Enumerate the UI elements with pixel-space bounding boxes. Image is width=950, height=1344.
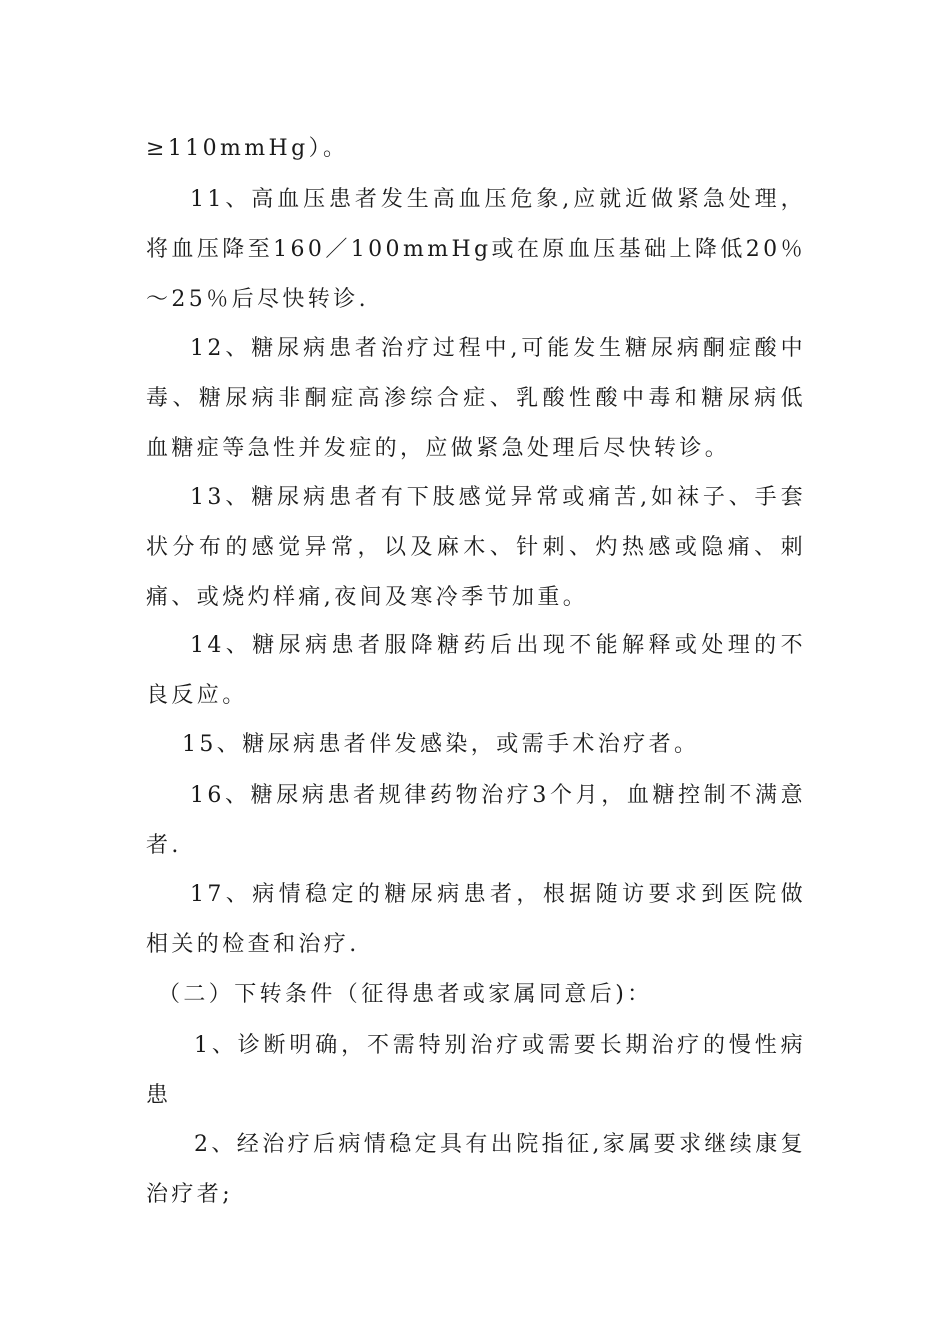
paragraph-item-16: 16、糖尿病患者规律药物治疗3个月，血糖控制不满意者. [146,783,806,858]
paragraph-item-13: 13、糖尿病患者有下肢感觉异常或痛苦,如袜子、手套状分布的感觉异常，以及麻木、针刺、灼热感或隐痛、刺痛、或烧灼样痛,夜间及寒冷季节加重。 [146,485,806,610]
paragraph-item-14: 14、糖尿病患者服降糖药后出现不能解释或处理的不良反应。 [146,633,806,708]
paragraph-continuation: ≥110mmHg）。 [146,136,349,161]
paragraph-condition-2: 2、经治疗后病情稳定具有出院指征,家属要求继续康复治疗者; [146,1132,806,1207]
paragraph-item-12: 12、糖尿病患者治疗过程中,可能发生糖尿病酮症酸中毒、糖尿病非酮症高渗综合症、乳酸性酸中毒和糖尿病低血糖症等急性并发症的，应做紧急处理后尽快转诊。 [146,336,806,461]
paragraph-item-11: 11、高血压患者发生高血压危象,应就近做紧急处理，将血压降至160／100mmHg或在原血压基础上降低20％～25％后尽快转诊. [146,187,806,312]
section-heading-downward-transfer: （二）下转条件（征得患者或家属同意后)： [158,982,653,1007]
paragraph-item-17: 17、病情稳定的糖尿病患者，根据随访要求到医院做相关的检查和治疗. [146,882,806,957]
paragraph-item-15: 15、糖尿病患者伴发感染，或需手术治疗者。 [182,732,700,757]
paragraph-condition-1: 1、诊断明确，不需特别治疗或需要长期治疗的慢性病患 [146,1033,806,1108]
